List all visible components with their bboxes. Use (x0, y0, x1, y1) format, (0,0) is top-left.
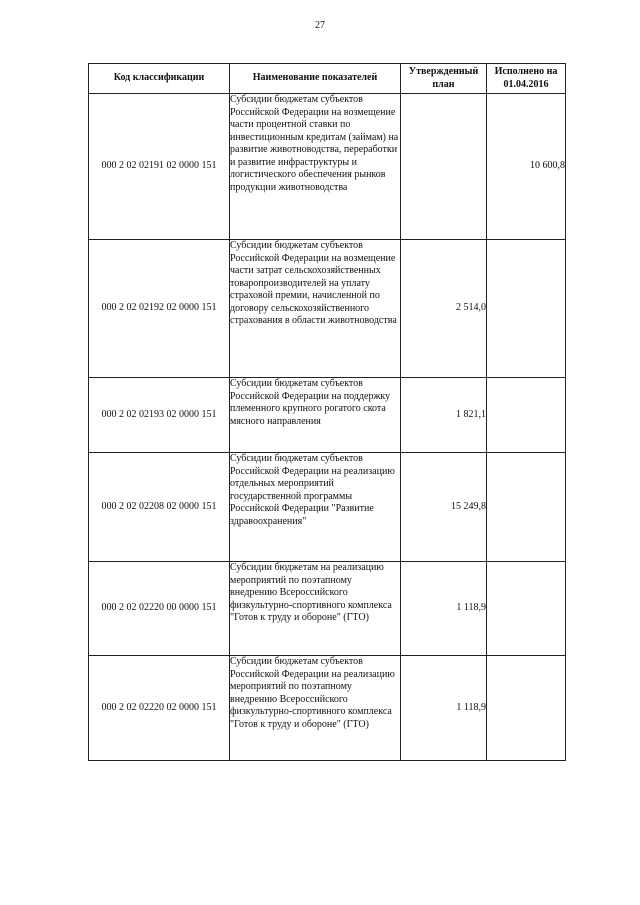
header-row (89, 64, 566, 94)
approved-plan: 1 821,1 (401, 378, 487, 453)
header-done: Исполнено на 01.04.2016 (487, 64, 566, 94)
classification-code: 000 2 02 02220 02 0000 151 (89, 656, 230, 761)
header-code: Код классификации (89, 64, 230, 94)
executed-value (487, 656, 566, 761)
classification-code: 000 2 02 02220 00 0000 151 (89, 562, 230, 656)
executed-value (487, 562, 566, 656)
approved-plan: 2 514,0 (401, 240, 487, 378)
executed-value (487, 378, 566, 453)
approved-plan: 1 118,9 (401, 656, 487, 761)
budget-table (88, 63, 566, 761)
table-row (89, 378, 566, 453)
classification-code: 000 2 02 02193 02 0000 151 (89, 378, 230, 453)
table-row (89, 656, 566, 761)
indicator-name: Субсидии бюджетам на реализацию мероприятий по поэтапному внедрению Всероссийского физкультурно-спортивного комплекса "Готов к труду и обороне" (ГТО) (230, 562, 401, 656)
header-name: Наименование показателей (230, 64, 401, 94)
approved-plan (401, 94, 487, 240)
table-row (89, 562, 566, 656)
page-number: 27 (315, 20, 325, 31)
indicator-name: Субсидии бюджетам субъектов Российской Федерации на возмещение части затрат сельскохозяйственных товаропроизводителей на уплату страховой премии, начисленной по договору сельскохозяйственного страхования в области животноводства (230, 240, 401, 378)
table-row (89, 453, 566, 562)
header-plan: Утвержденный план (401, 64, 487, 94)
indicator-name: Субсидии бюджетам субъектов Российской Федерации на реализацию мероприятий по поэтапному внедрению Всероссийского физкультурно-спортивного комплекса "Готов к труду и обороне" (ГТО) (230, 656, 401, 761)
indicator-name: Субсидии бюджетам субъектов Российской Федерации на возмещение части процентной ставки по инвестиционным кредитам (займам) на развитие животноводства, переработки и развитие инфраструктуры и логистического обеспечения рынков продукции животноводства (230, 94, 401, 240)
executed-value (487, 453, 566, 562)
executed-value (487, 240, 566, 378)
approved-plan: 1 118,9 (401, 562, 487, 656)
table-row (89, 240, 566, 378)
table-row (89, 94, 566, 240)
approved-plan: 15 249,8 (401, 453, 487, 562)
indicator-name: Субсидии бюджетам субъектов Российской Федерации на реализацию отдельных мероприятий государственной программы Российской Федерации "Развитие здравоохранения" (230, 453, 401, 562)
classification-code: 000 2 02 02192 02 0000 151 (89, 240, 230, 378)
classification-code: 000 2 02 02208 02 0000 151 (89, 453, 230, 562)
executed-value: 10 600,8 (487, 94, 566, 240)
classification-code: 000 2 02 02191 02 0000 151 (89, 94, 230, 240)
indicator-name: Субсидии бюджетам субъектов Российской Федерации на поддержку племенного крупного рогатого скота мясного направления (230, 378, 401, 453)
